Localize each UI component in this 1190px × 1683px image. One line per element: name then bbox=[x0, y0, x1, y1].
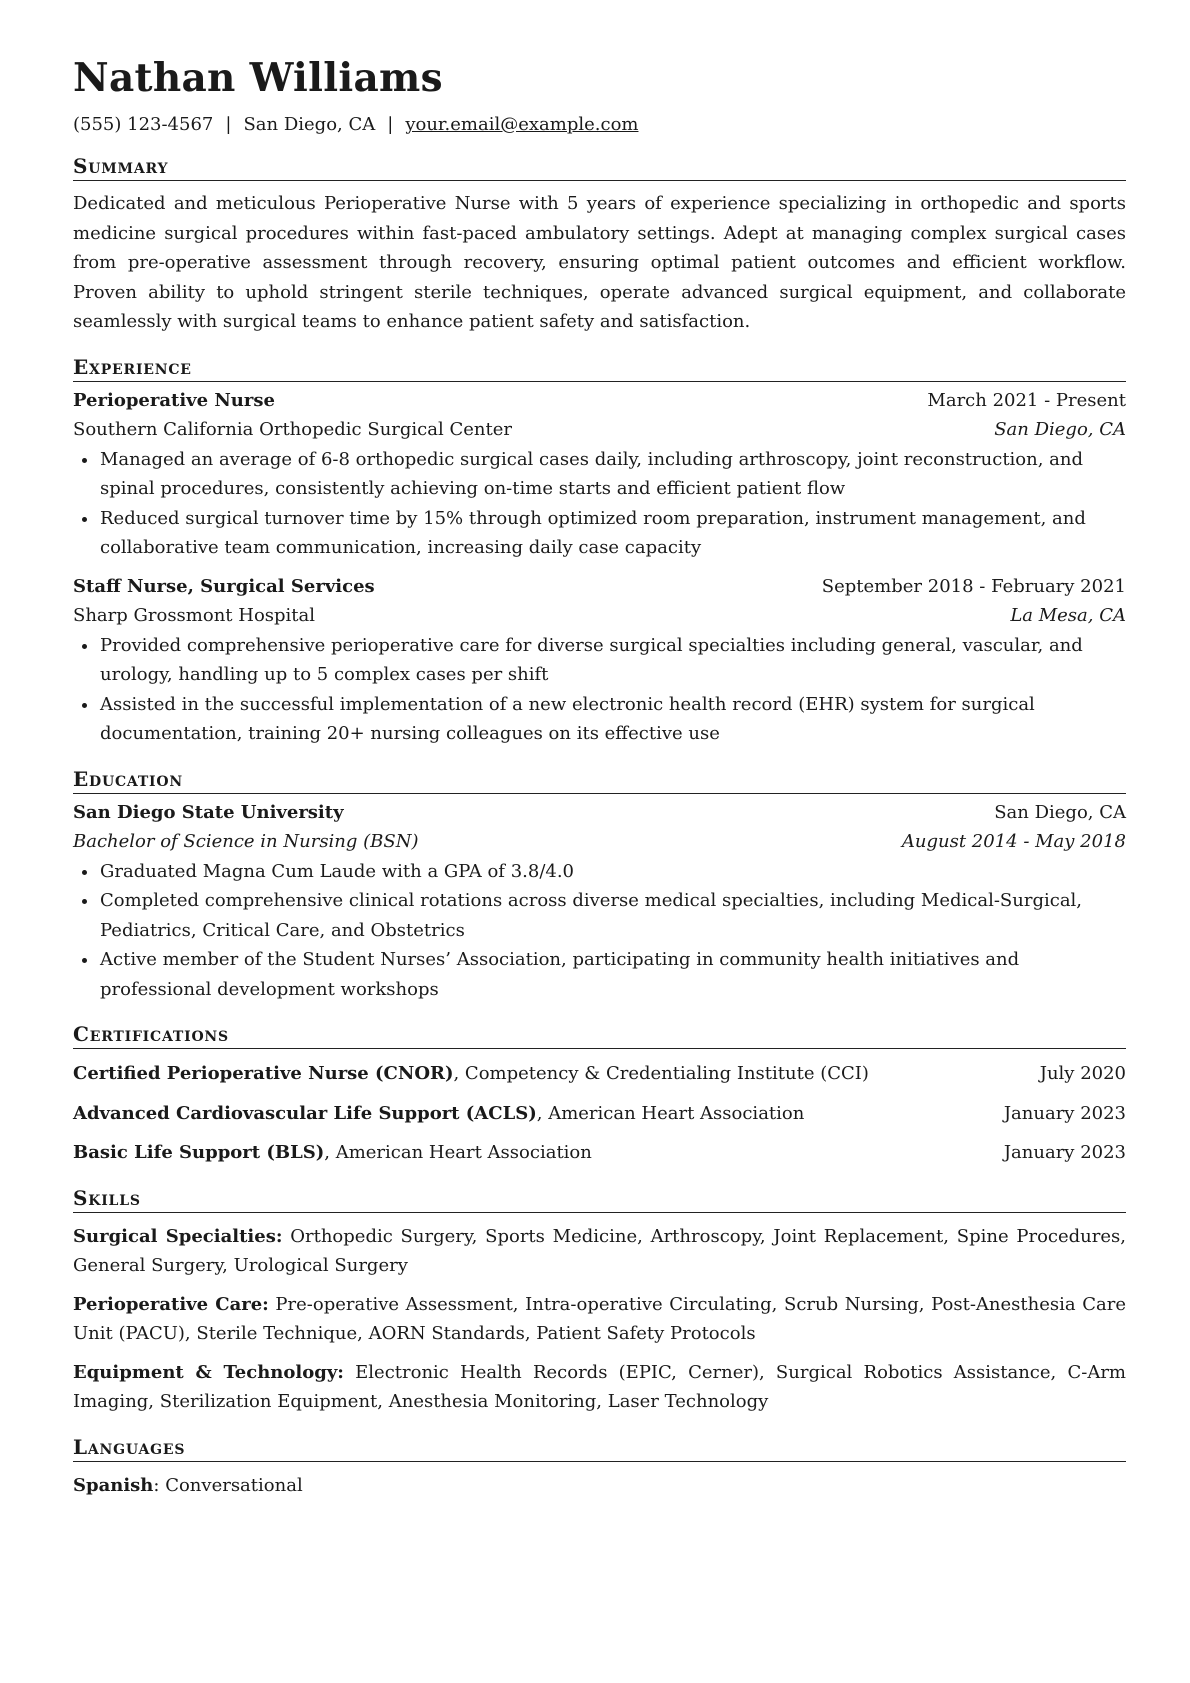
bullet-item: Assisted in the successful implementation of a new electronic health record (EHR) system for surgical documentation, training 20+ nursing colleagues on its effective use bbox=[73, 690, 1126, 749]
job-dates: March 2021 - Present bbox=[927, 389, 1126, 411]
school-name: San Diego State University bbox=[73, 801, 344, 823]
skill-text: Electronic Health Records (EPIC, Cerner), Surgical Robotics Assistance, C-Arm Imaging, Sterilization Equipment, Anesthesia Monitoring, Laser Technology bbox=[73, 1361, 1126, 1413]
job-header bbox=[73, 386, 1126, 416]
certification-issuer: , Competency & Credentialing Institute (CCI) bbox=[453, 1063, 869, 1085]
resume-page bbox=[73, 56, 1126, 1500]
experience-section bbox=[73, 355, 1126, 749]
certification-issuer: , American Heart Association bbox=[536, 1102, 805, 1124]
job-company: Sharp Grossmont Hospital bbox=[73, 605, 316, 627]
job-location: La Mesa, CA bbox=[1010, 605, 1126, 627]
certifications-section bbox=[73, 1022, 1126, 1168]
certification-issuer: , American Heart Association bbox=[324, 1142, 592, 1164]
separator: | bbox=[387, 113, 394, 135]
job-header bbox=[73, 572, 1126, 602]
education-bullets bbox=[73, 857, 1126, 1005]
education-entry bbox=[73, 798, 1126, 1005]
job-dates: September 2018 - February 2021 bbox=[821, 575, 1126, 597]
degree: Bachelor of Science in Nursing (BSN) bbox=[73, 831, 419, 853]
bullet-item: Active member of the Student Nurses’ Association, participating in community health initiatives and professional development workshops bbox=[73, 945, 1126, 1004]
certification-item bbox=[73, 1059, 1126, 1089]
phone: (555) 123-4567 bbox=[73, 113, 214, 135]
skill-label: Equipment & Technology: bbox=[73, 1361, 344, 1383]
education-section bbox=[73, 767, 1126, 1005]
education-subheader bbox=[73, 827, 1126, 857]
certification-text bbox=[73, 1099, 804, 1129]
language-item bbox=[73, 1471, 1126, 1501]
job-bullets bbox=[73, 631, 1126, 749]
certification-date: January 2023 bbox=[1003, 1102, 1126, 1124]
contact-line bbox=[73, 113, 1126, 136]
bullet-item: Completed comprehensive clinical rotations across diverse medical specialties, including Medical-Surgical, Pediatrics, Critical Care, and Obstetrics bbox=[73, 886, 1126, 945]
language-name: Spanish bbox=[73, 1474, 154, 1496]
summary-text: Dedicated and meticulous Perioperative Nurse with 5 years of experience specializing in orthopedic and sports medicine surgical procedures within fast-paced ambulatory settings. Adept at managing complex surgical cases from pre-operative assessment through recovery, ensuring optimal patient outcomes and efficient workflow. Proven ability to uphold stringent sterile techniques, operate advanced surgical equipment, and collaborate seamlessly with surgical teams to enhance patient safety and satisfaction. bbox=[73, 193, 1126, 333]
separator: | bbox=[225, 113, 232, 135]
skill-text: Pre-operative Assessment, Intra-operative Circulating, Scrub Nursing, Post-Anesthesia Care Unit (PACU), Sterile Technique, AORN Standards, Patient Safety Protocols bbox=[73, 1293, 1126, 1345]
job-entry bbox=[73, 572, 1126, 749]
job-entry bbox=[73, 386, 1126, 563]
certification-name: Certified Perioperative Nurse (CNOR) bbox=[73, 1063, 454, 1085]
email-link[interactable]: your.email@example.com bbox=[405, 113, 639, 135]
bullet-item: Provided comprehensive perioperative care for diverse surgical specialties including general, vascular, and urology, handling up to 5 complex cases per shift bbox=[73, 631, 1126, 690]
certification-text bbox=[73, 1059, 869, 1089]
education-dates: August 2014 - May 2018 bbox=[901, 831, 1126, 853]
job-subheader bbox=[73, 601, 1126, 631]
skill-group bbox=[73, 1358, 1126, 1417]
job-location: San Diego, CA bbox=[994, 419, 1126, 441]
skill-label: Perioperative Care: bbox=[73, 1293, 269, 1315]
candidate-name: Nathan Williams bbox=[73, 55, 443, 101]
bullet-item: Managed an average of 6-8 orthopedic surgical cases daily, including arthroscopy, joint reconstruction, and spinal procedures, consistently achieving on-time starts and efficient patient flow bbox=[73, 445, 1126, 504]
skills-section bbox=[73, 1186, 1126, 1417]
certification-date: January 2023 bbox=[1003, 1142, 1126, 1164]
languages-section bbox=[73, 1435, 1126, 1501]
section-title-summary: Summary bbox=[73, 154, 1126, 181]
education-header bbox=[73, 798, 1126, 828]
school-location: San Diego, CA bbox=[994, 801, 1126, 823]
certification-name: Advanced Cardiovascular Life Support (ACLS) bbox=[73, 1102, 537, 1124]
bullet-item: Reduced surgical turnover time by 15% through optimized room preparation, instrument management, and collaborative team communication, increasing daily case capacity bbox=[73, 504, 1126, 563]
section-title-skills: Skills bbox=[73, 1186, 1126, 1213]
certification-text bbox=[73, 1138, 592, 1168]
summary-section bbox=[73, 154, 1126, 337]
job-company: Southern California Orthopedic Surgical Center bbox=[73, 419, 512, 441]
skill-group bbox=[73, 1290, 1126, 1349]
job-role: Staff Nurse, Surgical Services bbox=[73, 575, 375, 597]
certification-item bbox=[73, 1138, 1126, 1168]
job-bullets bbox=[73, 445, 1126, 563]
job-subheader bbox=[73, 415, 1126, 445]
bullet-item: Graduated Magna Cum Laude with a GPA of 3.8/4.0 bbox=[73, 857, 1126, 887]
location: San Diego, CA bbox=[243, 113, 376, 135]
certification-date: July 2020 bbox=[1039, 1063, 1126, 1085]
skill-label: Surgical Specialties: bbox=[73, 1225, 283, 1247]
section-title-languages: Languages bbox=[73, 1435, 1126, 1462]
certification-name: Basic Life Support (BLS) bbox=[73, 1142, 325, 1164]
skill-group bbox=[73, 1222, 1126, 1281]
section-title-experience: Experience bbox=[73, 355, 1126, 382]
skill-text: Orthopedic Surgery, Sports Medicine, Arthroscopy, Joint Replacement, Spine Procedures, General Surgery, Urological Surgery bbox=[73, 1225, 1126, 1277]
section-title-certifications: Certifications bbox=[73, 1022, 1126, 1049]
job-role: Perioperative Nurse bbox=[73, 389, 275, 411]
language-level: : Conversational bbox=[153, 1474, 303, 1496]
section-title-education: Education bbox=[73, 767, 1126, 794]
certification-item bbox=[73, 1099, 1126, 1129]
